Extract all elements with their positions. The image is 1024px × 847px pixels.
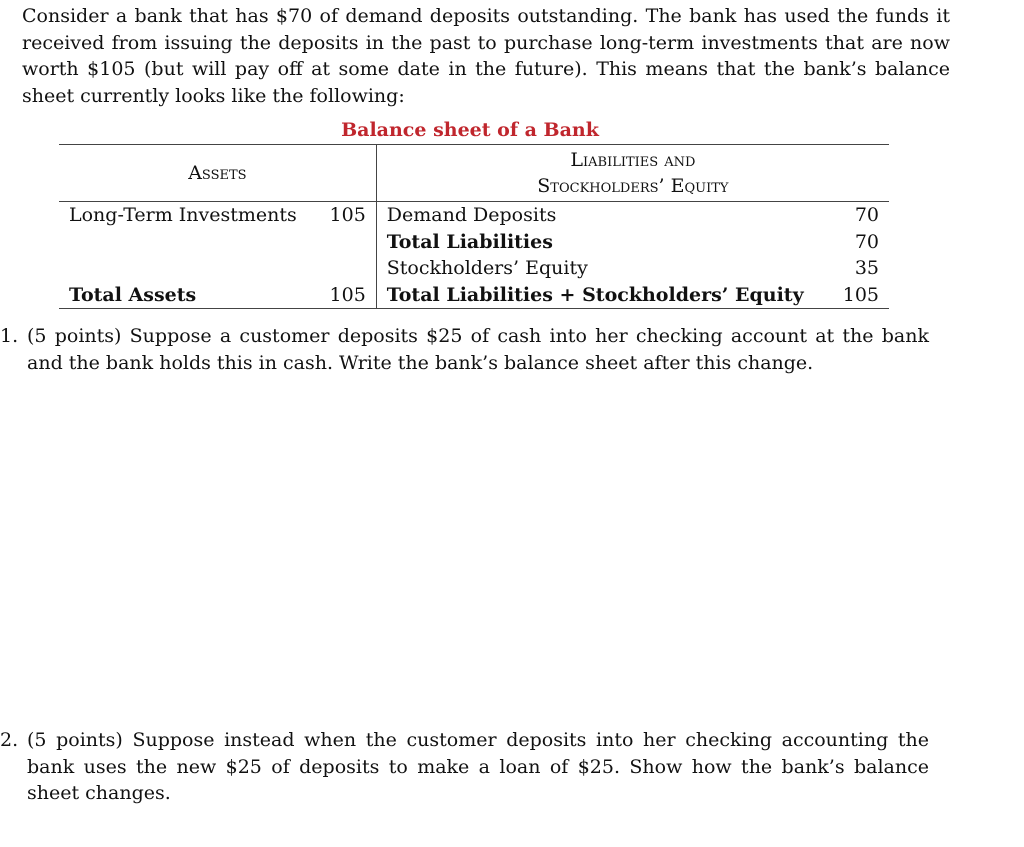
balance-sheet-title: Balance sheet of a Bank xyxy=(341,119,599,141)
balance-sheet-header-row xyxy=(59,145,889,202)
liability-value: 70 xyxy=(854,204,879,226)
liability-label: Stockholders’ Equity xyxy=(376,255,827,282)
liability-label: Total Liabilities + Stockholders’ Equity xyxy=(376,282,827,309)
document-page xyxy=(22,3,950,109)
table-row xyxy=(59,229,889,256)
table-row xyxy=(59,202,889,229)
asset-label: Total Assets xyxy=(59,282,309,309)
liabilities-header-line1: Liabilities and xyxy=(570,148,696,171)
liabilities-header-line2: Stockholders’ Equity xyxy=(537,175,729,197)
question-number: 2. xyxy=(0,729,19,751)
asset-value: 105 xyxy=(309,282,376,309)
question-2 xyxy=(0,727,929,807)
liabilities-header xyxy=(376,145,889,202)
table-row xyxy=(59,282,889,309)
table-row xyxy=(59,255,889,282)
liability-value: 35 xyxy=(854,257,879,279)
intro-paragraph: Consider a bank that has $70 of demand deposits outstanding. The bank has used the funds it received from issuing the deposits in the past to purchase long-term investments that are now worth $105 (but will pay off at some date in the future). This means that the bank’s balance sheet currently looks like the following: xyxy=(22,5,950,107)
balance-sheet xyxy=(59,116,889,309)
question-1 xyxy=(0,323,929,376)
asset-label xyxy=(59,229,309,256)
liability-label: Total Liabilities xyxy=(376,229,827,256)
assets-header: Assets xyxy=(59,145,376,202)
asset-value xyxy=(309,229,376,256)
liability-label: Demand Deposits xyxy=(376,202,827,229)
asset-label xyxy=(59,255,309,282)
balance-sheet-table xyxy=(59,144,889,309)
liability-value: 70 xyxy=(854,230,879,253)
asset-value xyxy=(309,255,376,282)
question-text: (5 points) Suppose instead when the customer deposits into her checking accounting the bank uses the new $25 of deposits to make a loan of $25. Show how the bank’s balance sheet changes. xyxy=(27,729,929,804)
liability-value: 105 xyxy=(827,282,889,309)
asset-label: Long-Term Investments xyxy=(69,204,297,226)
question-text: (5 points) Suppose a customer deposits $25 of cash into her checking account at the bank and the bank holds this in cash. Write the bank’s balance sheet after this change. xyxy=(27,325,929,374)
asset-value: 105 xyxy=(329,204,366,226)
question-number: 1. xyxy=(0,325,19,347)
